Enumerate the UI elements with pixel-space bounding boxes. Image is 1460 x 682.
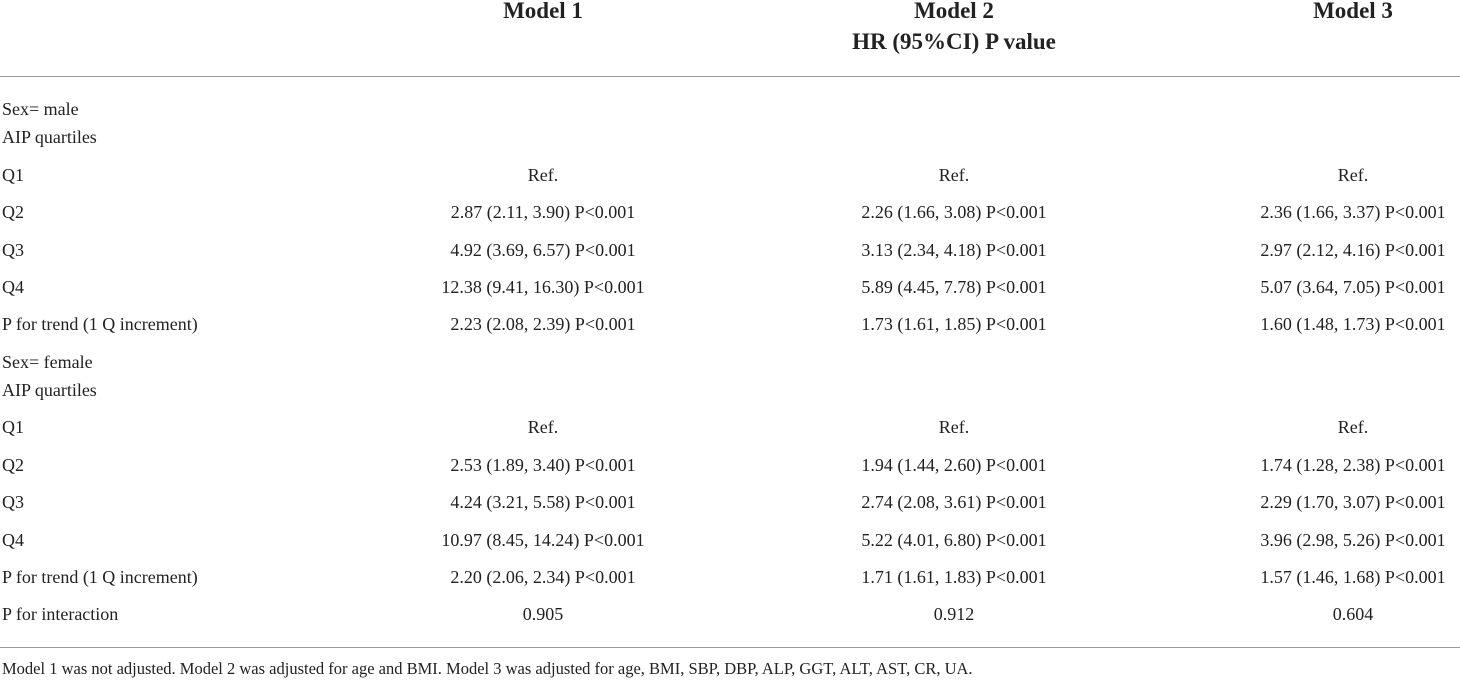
table-row [0, 564, 1460, 590]
cell-model-2: 5.89 (4.45, 7.78) P<0.001 [861, 277, 1047, 297]
header-model-3: Model 3 [1313, 0, 1393, 23]
row-label: Q1 [2, 417, 24, 437]
cell-model-3: 1.74 (1.28, 2.38) P<0.001 [1260, 455, 1446, 475]
table-row [0, 96, 1460, 122]
cell-model-3: 2.29 (1.70, 3.07) P<0.001 [1260, 492, 1446, 512]
cell-model-3: 1.60 (1.48, 1.73) P<0.001 [1260, 314, 1446, 334]
table-row [0, 527, 1460, 553]
cell-model-2: 1.94 (1.44, 2.60) P<0.001 [861, 455, 1047, 475]
table-row [0, 377, 1460, 403]
cell-model-3: Ref. [1337, 417, 1369, 437]
cell-model-2: 5.22 (4.01, 6.80) P<0.001 [861, 530, 1047, 550]
cell-model-1: 12.38 (9.41, 16.30) P<0.001 [441, 277, 645, 297]
cell-model-2: 0.912 [933, 604, 975, 624]
header-hr-ci-p-value: HR (95%CI) P value [852, 29, 1056, 54]
row-label: Sex= male [2, 99, 79, 119]
table-row [0, 274, 1460, 300]
row-label: AIP quartiles [2, 380, 97, 400]
row-label: P for trend (1 Q increment) [2, 567, 198, 587]
cell-model-1: Ref. [527, 417, 559, 437]
row-label: P for interaction [2, 604, 119, 624]
row-label: AIP quartiles [2, 127, 97, 147]
cell-model-1: 2.53 (1.89, 3.40) P<0.001 [450, 455, 636, 475]
table-row [0, 489, 1460, 515]
cell-model-1: 2.23 (2.08, 2.39) P<0.001 [450, 314, 636, 334]
table-footnote: Model 1 was not adjusted. Model 2 was adjusted for age and BMI. Model 3 was adjusted for age, BMI, SBP, DBP, ALP, GGT, ALT, AST, CR, UA. [2, 659, 973, 678]
cell-model-3: 2.97 (2.12, 4.16) P<0.001 [1260, 240, 1446, 260]
cell-model-2: 2.74 (2.08, 3.61) P<0.001 [861, 492, 1047, 512]
cell-model-2: Ref. [938, 165, 970, 185]
table-row [0, 414, 1460, 440]
row-label: Q2 [2, 455, 24, 475]
cell-model-2: 3.13 (2.34, 4.18) P<0.001 [861, 240, 1047, 260]
row-label: Q4 [2, 277, 24, 297]
cell-model-3: 5.07 (3.64, 7.05) P<0.001 [1260, 277, 1446, 297]
cell-model-2: 1.73 (1.61, 1.85) P<0.001 [861, 314, 1047, 334]
cell-model-1: Ref. [527, 165, 559, 185]
header-divider [0, 76, 1460, 77]
cell-model-2: Ref. [938, 417, 970, 437]
cell-model-3: 2.36 (1.66, 3.37) P<0.001 [1260, 202, 1446, 222]
cell-model-2: 2.26 (1.66, 3.08) P<0.001 [861, 202, 1047, 222]
table-row [0, 311, 1460, 337]
table-row [0, 349, 1460, 375]
cell-model-3: 3.96 (2.98, 5.26) P<0.001 [1260, 530, 1446, 550]
cell-model-2: 1.71 (1.61, 1.83) P<0.001 [861, 567, 1047, 587]
table-row [0, 452, 1460, 478]
cell-model-3: Ref. [1337, 165, 1369, 185]
row-label: Q1 [2, 165, 24, 185]
cell-model-1: 0.905 [522, 604, 564, 624]
row-label: P for trend (1 Q increment) [2, 314, 198, 334]
footer-divider [0, 647, 1460, 648]
cell-model-3: 0.604 [1332, 604, 1374, 624]
table-row [0, 199, 1460, 225]
table-row [0, 601, 1460, 627]
row-label: Q3 [2, 240, 24, 260]
table-row [0, 162, 1460, 188]
row-label: Sex= female [2, 352, 93, 372]
row-label: Q3 [2, 492, 24, 512]
header-model-1: Model 1 [503, 0, 583, 23]
cell-model-1: 2.20 (2.06, 2.34) P<0.001 [450, 567, 636, 587]
row-label: Q4 [2, 530, 24, 550]
cell-model-1: 10.97 (8.45, 14.24) P<0.001 [441, 530, 645, 550]
header-model-2: Model 2 [914, 0, 994, 23]
cell-model-1: 4.24 (3.21, 5.58) P<0.001 [450, 492, 636, 512]
cell-model-3: 1.57 (1.46, 1.68) P<0.001 [1260, 567, 1446, 587]
row-label: Q2 [2, 202, 24, 222]
cell-model-1: 4.92 (3.69, 6.57) P<0.001 [450, 240, 636, 260]
table-row [0, 237, 1460, 263]
table-row [0, 124, 1460, 150]
cell-model-1: 2.87 (2.11, 3.90) P<0.001 [450, 202, 636, 222]
